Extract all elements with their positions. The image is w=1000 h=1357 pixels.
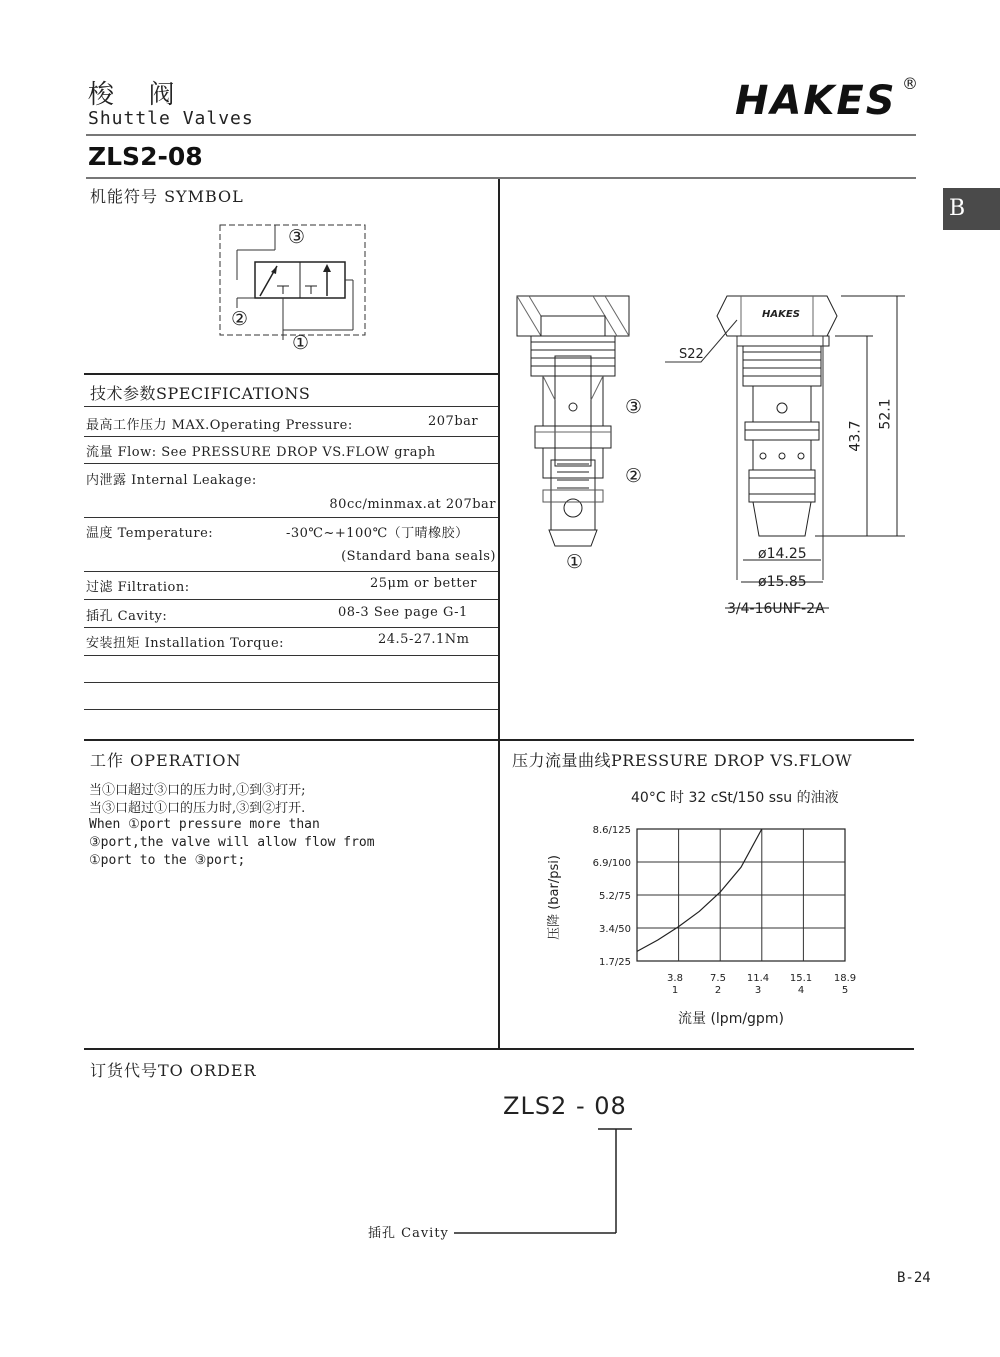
x-tick-label-lpm: 3.8 [667,973,683,984]
x-tick-label-gpm: 4 [797,985,805,996]
spec-seals-note: (Standard bana seals) [341,549,496,564]
spec-temperature-label: 温度 Temperature: [86,526,214,541]
operation-line-4: ③port,the valve will allow flow from [89,835,375,850]
spec-torque-value: 24.5-27.1Nm [378,632,470,647]
spec-torque-label: 安装扭矩 Installation Torque: [86,636,285,651]
y-tick-label: 1.7/25 [599,957,631,968]
title-cn: 梭 阀 [88,80,181,110]
x-tick-label-gpm: 5 [841,985,849,996]
brand-text: HAKES [735,78,897,124]
spec-cavity-label: 插孔 Cavity: [86,609,168,624]
dim-43-7: 43.7 [847,420,864,452]
operation-heading: 工作 OPERATION [90,751,242,770]
graph-condition: 40°C 时 32 cSt/150 ssu 的油液 [631,790,839,806]
spec-pressure-value: 207bar [428,414,479,429]
x-tick-label-lpm: 18.9 [833,973,857,984]
registered-mark: ® [902,74,918,93]
spec-pressure-label: 最高工作压力 MAX.Operating Pressure: [86,418,353,433]
dim-52-1: 52.1 [877,398,894,430]
x-tick-label-gpm: 3 [754,985,762,996]
spec-filtration-value: 25μm or better [370,576,477,591]
drawing-port-2: ② [625,465,643,487]
spec-cavity-value: 08-3 See page G-1 [338,605,468,620]
symbol-port-1: ① [292,332,310,354]
y-axis-label: 压降 (bar/psi) [546,855,562,940]
spec-temperature-value: -30℃~+100℃（丁晴橡胶） [286,526,469,541]
graph-heading: 压力流量曲线PRESSURE DROP VS.FLOW [512,751,853,770]
brand-logo [735,78,897,124]
drawing-port-3: ③ [625,396,643,418]
x-tick-label-lpm: 11.4 [746,973,770,984]
drawing-port-1: ① [566,551,584,573]
order-code: ZLS2 - 08 [503,1092,627,1120]
spec-filtration-label: 过滤 Filtration: [86,580,190,595]
dim-s22: S22 [679,347,704,362]
spec-leakage-value: 80cc/minmax.at 207bar [329,497,496,512]
operation-line-2: 当③口超过①口的压力时,③到②打开. [89,801,306,816]
dim-dia-15-85: ø15.85 [758,574,807,590]
model-title: ZLS2-08 [88,142,203,171]
series-line [637,829,762,951]
specs-heading: 技术参数SPECIFICATIONS [90,384,311,403]
order-leader [450,1125,640,1240]
dim-thread: 3/4-16UNF-2A [727,601,825,617]
operation-line-1: 当①口超过③口的压力时,①到③打开; [89,783,306,798]
page-number: B-24 [897,1270,931,1286]
x-tick-label-lpm: 15.1 [789,973,813,984]
pressure-flow-chart [555,815,875,1035]
y-tick-label: 5.2/75 [599,891,631,902]
operation-line-3: When ①port pressure more than [89,817,320,832]
drawing-brand: HAKES [762,309,800,320]
symbol-port-2: ② [231,308,249,330]
symbol-heading: 机能符号 SYMBOL [90,187,244,206]
order-heading: 订货代号TO ORDER [90,1061,257,1080]
spec-flow-label: 流量 Flow: See PRESSURE DROP VS.FLOW graph [86,445,436,460]
x-tick-label-gpm: 2 [714,985,722,996]
section-tab: B [943,188,1000,230]
x-tick-label-gpm: 1 [671,985,679,996]
sectional-view [517,296,629,546]
y-tick-label: 6.9/100 [592,858,631,869]
spec-leakage-label: 内泄露 Internal Leakage: [86,473,257,488]
title-en: Shuttle Valves [88,108,254,129]
operation-line-5: ①port to the ③port; [89,853,246,868]
valve-drawing [505,280,905,640]
y-tick-label: 3.4/50 [599,924,631,935]
x-tick-label-lpm: 7.5 [710,973,726,984]
dim-dia-14-25: ø14.25 [758,546,807,562]
y-tick-label: 8.6/125 [592,825,631,836]
order-cavity-label: 插孔 Cavity [368,1226,449,1241]
x-axis-label: 流量 (lpm/gpm) [678,1011,784,1027]
symbol-port-3: ③ [288,226,306,248]
